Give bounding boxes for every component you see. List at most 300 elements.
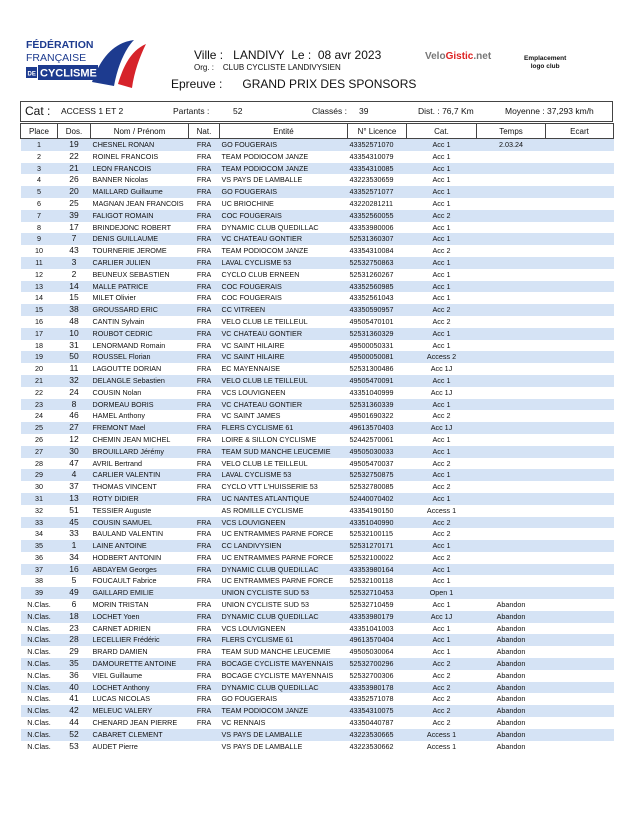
nat-cell <box>189 587 220 599</box>
nat-cell: FRA <box>189 281 220 293</box>
table-row <box>21 316 614 328</box>
nat-cell: FRA <box>196 623 212 633</box>
entity-cell: DYNAMIC CLUB QUEDILLAC <box>220 611 348 623</box>
cat-cell: Acc 1 <box>407 186 477 198</box>
cat-cell: Acc 1 <box>407 469 477 481</box>
time-cell: Abandon <box>477 729 546 741</box>
entity-cell: CYCLO CLUB ERNEEN <box>221 269 300 279</box>
dossard-cell: 8 <box>58 399 91 411</box>
table-row <box>21 328 614 340</box>
cat-cell: Access 2 <box>407 351 477 363</box>
name-cell: LECELLIER Frédéric <box>91 634 189 646</box>
nat-cell: FRA <box>189 564 220 576</box>
gap-cell <box>546 623 614 635</box>
gap-cell <box>546 422 614 434</box>
entity-cell: CYCLO VTT L'HUISSERIE 53 <box>221 482 318 492</box>
nat-cell: FRA <box>196 600 212 610</box>
dossard-cell: 48 <box>69 315 79 326</box>
nat-cell: FRA <box>196 458 212 468</box>
dossard-cell: 39 <box>58 210 91 222</box>
table-row <box>21 599 614 611</box>
category-bar <box>20 101 613 122</box>
time-cell <box>477 363 546 375</box>
gap-cell <box>546 540 614 552</box>
time-cell <box>477 340 546 352</box>
time-cell: Abandon <box>496 718 526 728</box>
dossard-cell: 26 <box>69 174 79 185</box>
place-cell: N.Clas. <box>27 600 51 610</box>
gap-cell <box>546 599 614 611</box>
entity-cell: VS PAYS DE LAMBALLE <box>221 175 303 185</box>
entity-cell: VC CHATEAU GONTIER <box>220 233 348 245</box>
entity-cell: TEAM SUD MANCHE LEUCEMIE <box>221 647 331 657</box>
name-cell: BEUNEUX SEBASTIEN <box>92 269 170 279</box>
table-row <box>21 257 614 269</box>
time-cell: 2.03.24 <box>477 139 546 151</box>
nat-cell: FRA <box>196 647 212 657</box>
nat-cell: FRA <box>196 293 212 303</box>
licence-cell: 49505030033 <box>348 446 407 458</box>
logo-club-line1: Emplacement <box>524 55 567 62</box>
nat-cell: FRA <box>196 482 212 492</box>
name-cell: DENIS GUILLAUME <box>91 233 189 245</box>
entity-cell: VELO CLUB LE TEILLEUL <box>220 375 348 387</box>
entity-cell: TEAM PODIOCOM JANZE <box>221 246 309 256</box>
place-cell: 24 <box>35 411 43 421</box>
brand-part-a: Velo <box>425 51 446 62</box>
entity-cell: TEAM PODIOCOM JANZE <box>221 151 309 161</box>
table-row <box>21 517 614 529</box>
cat-cell: Acc 2 <box>432 552 451 562</box>
gap-cell <box>546 304 614 316</box>
licence-cell: 52532700306 <box>349 670 394 680</box>
classes-value: 39 <box>359 106 369 116</box>
gap-cell <box>546 717 614 729</box>
table-row <box>21 493 614 505</box>
dossard-cell: 7 <box>58 233 91 245</box>
time-cell <box>477 233 546 245</box>
entity-cell: VC CHATEAU GONTIER <box>220 328 348 340</box>
name-cell: HAMEL Anthony <box>92 411 145 421</box>
table-row <box>21 575 614 587</box>
name-cell: BRINDEJONC ROBERT <box>92 222 172 232</box>
time-cell <box>477 410 546 422</box>
table-row <box>21 245 614 257</box>
licence-cell: 43353980006 <box>349 222 394 232</box>
name-cell: LOCHET Yoen <box>91 611 189 623</box>
gap-cell <box>546 245 614 257</box>
table-row <box>21 634 614 646</box>
moyenne-label: Moyenne : <box>505 106 545 116</box>
name-cell: GAILLARD EMILIE <box>91 587 189 599</box>
place-cell: 5 <box>21 186 58 198</box>
place-cell: 26 <box>35 434 43 444</box>
place-cell: 28 <box>35 458 43 468</box>
time-cell: Abandon <box>477 611 546 623</box>
nat-cell: FRA <box>189 422 220 434</box>
cat-cell: Acc 1J <box>430 387 453 397</box>
time-cell <box>477 481 546 493</box>
column-header: Temps <box>477 124 546 139</box>
entity-cell: VCS LOUVIGNEEN <box>221 387 286 397</box>
licence-cell: 43352560055 <box>348 210 407 222</box>
name-cell: MORIN TRISTAN <box>92 600 149 610</box>
nat-cell: FRA <box>189 139 220 151</box>
cat-cell: Acc 2 <box>407 658 477 670</box>
licence-cell: 43352571070 <box>348 139 407 151</box>
gap-cell <box>546 328 614 340</box>
dossard-cell: 44 <box>69 717 79 728</box>
table-header-row <box>21 124 614 139</box>
nat-cell: FRA <box>189 517 220 529</box>
nat-cell: FRA <box>196 269 212 279</box>
table-row <box>21 434 614 446</box>
logo-line3: CYCLISME <box>40 67 97 80</box>
nat-cell: FRA <box>196 576 212 586</box>
table-row <box>21 528 614 540</box>
nat-cell: FRA <box>189 399 220 411</box>
gap-cell <box>546 351 614 363</box>
gap-cell <box>546 198 614 210</box>
epreuve-value: GRAND PRIX DES SPONSORS <box>242 77 417 91</box>
cat-cell: Acc 2 <box>407 682 477 694</box>
gap-cell <box>546 505 614 517</box>
dossard-cell: 12 <box>69 433 79 444</box>
table-row <box>21 269 614 281</box>
entity-cell: VCS LOUVIGNEEN <box>221 623 286 633</box>
name-cell: MELEUC VALERY <box>91 705 189 717</box>
dossard-cell: 16 <box>58 564 91 576</box>
licence-cell: 52532100115 <box>349 529 393 539</box>
licence-cell: 43354310084 <box>349 246 394 256</box>
licence-cell: 52532750875 <box>348 469 407 481</box>
licence-cell: 43350440787 <box>349 718 394 728</box>
entity-cell: COC FOUGERAIS <box>220 281 348 293</box>
cat-cell: Acc 1 <box>432 600 451 610</box>
dossard-cell: 23 <box>69 622 79 633</box>
nat-cell: FRA <box>196 222 212 232</box>
time-cell: Abandon <box>477 634 546 646</box>
name-cell: CABARET CLEMENT <box>91 729 189 741</box>
place-cell: 7 <box>21 210 58 222</box>
time-cell: Abandon <box>496 670 526 680</box>
table-row <box>21 505 614 517</box>
licence-cell: 49613570404 <box>348 634 407 646</box>
entity-cell: BOCAGE CYCLISTE MAYENNAIS <box>220 658 348 670</box>
licence-cell: 43351040999 <box>349 387 394 397</box>
entity-cell: VCS LOUVIGNEEN <box>220 517 348 529</box>
entity-cell: TEAM SUD MANCHE LEUCEMIE <box>220 446 348 458</box>
entity-cell: UC ENTRAMMES PARNE FORCE <box>221 529 334 539</box>
gap-cell <box>546 186 614 198</box>
entity-cell: DYNAMIC CLUB QUEDILLAC <box>220 682 348 694</box>
dossard-cell: 32 <box>58 375 91 387</box>
cat-cell: Access 1 <box>407 729 477 741</box>
nat-cell: FRA <box>189 328 220 340</box>
licence-cell: 52532780085 <box>349 482 394 492</box>
licence-cell: 52532750863 <box>348 257 407 269</box>
time-cell <box>477 210 546 222</box>
nat-cell: FRA <box>196 246 212 256</box>
licence-cell: 43223530659 <box>349 175 394 185</box>
gap-cell <box>546 375 614 387</box>
place-cell: 37 <box>21 564 58 576</box>
time-cell <box>477 528 546 540</box>
gap-cell <box>546 682 614 694</box>
entity-cell: UC NANTES ATLANTIQUE <box>220 493 348 505</box>
entity-cell: FLERS CYCLISME 61 <box>220 422 348 434</box>
licence-cell: 49500050081 <box>348 351 407 363</box>
dossard-cell: 31 <box>69 339 79 350</box>
nat-cell: FRA <box>189 375 220 387</box>
table-row <box>21 174 614 186</box>
nat-cell: FRA <box>189 210 220 222</box>
dossard-cell: 36 <box>69 669 79 680</box>
place-cell: 16 <box>35 316 43 326</box>
entity-cell: FLERS CYCLISME 61 <box>220 634 348 646</box>
gap-cell <box>546 340 614 352</box>
table-row <box>21 304 614 316</box>
dossard-cell: 41 <box>69 693 79 704</box>
dossard-cell: 17 <box>69 221 79 232</box>
table-row <box>21 729 614 741</box>
nat-cell: FRA <box>196 316 212 326</box>
dossard-cell: 4 <box>58 469 91 481</box>
gap-cell <box>546 741 614 753</box>
nat-cell: FRA <box>189 469 220 481</box>
place-cell: 17 <box>21 328 58 340</box>
name-cell: ROUSSEL Florian <box>91 351 189 363</box>
cat-cell: Acc 2 <box>432 529 451 539</box>
nat-cell: FRA <box>196 198 212 208</box>
licence-cell: 43223530665 <box>348 729 407 741</box>
gap-cell <box>546 587 614 599</box>
gap-cell <box>546 316 614 328</box>
name-cell: VIEL Guillaume <box>92 670 143 680</box>
licence-cell: 52531260267 <box>349 269 394 279</box>
time-cell: Abandon <box>477 705 546 717</box>
dossard-cell: 27 <box>58 422 91 434</box>
time-cell <box>477 198 546 210</box>
licence-cell: 52531360329 <box>348 328 407 340</box>
cat-cell: Acc 1 <box>432 340 451 350</box>
place-cell: 27 <box>21 446 58 458</box>
name-cell: FREMONT Mael <box>91 422 189 434</box>
time-cell <box>477 587 546 599</box>
ffc-logo-graphic <box>22 34 150 96</box>
dossard-cell: 37 <box>69 481 79 492</box>
place-cell: 36 <box>35 552 43 562</box>
table-row <box>21 186 614 198</box>
nat-cell <box>189 505 220 517</box>
entity-cell: GO FOUGERAIS <box>220 186 348 198</box>
licence-cell: 49500050331 <box>349 340 394 350</box>
time-cell: Abandon <box>496 623 526 633</box>
cat-cell: Acc 1 <box>407 328 477 340</box>
name-cell: GROUSSARD ERIC <box>91 304 189 316</box>
name-cell: HODBERT ANTONIN <box>92 552 162 562</box>
dossard-cell: 13 <box>58 493 91 505</box>
place-cell: N.Clas. <box>21 729 58 741</box>
table-row <box>21 222 614 234</box>
place-cell: N.Clas. <box>27 647 51 657</box>
entity-cell: AS ROMILLE CYCLISME <box>221 505 304 515</box>
time-cell <box>477 316 546 328</box>
date-value: 08 avr 2023 <box>317 48 382 62</box>
licence-cell: 43352571077 <box>348 186 407 198</box>
licence-cell: 43351040990 <box>348 517 407 529</box>
licence-cell: 43352560985 <box>348 281 407 293</box>
cat-cell: Acc 1 <box>407 446 477 458</box>
results-body <box>21 139 614 753</box>
dossard-cell: 42 <box>58 705 91 717</box>
nat-cell: FRA <box>196 387 212 397</box>
dossard-cell: 11 <box>69 363 79 374</box>
cat-cell: Acc 2 <box>432 694 451 704</box>
place-cell: 31 <box>21 493 58 505</box>
place-cell: N.Clas. <box>27 694 51 704</box>
cat-cell: Acc 1 <box>432 293 451 303</box>
table-row <box>21 233 614 245</box>
org-value: CLUB CYCLISTE LANDIVYSIEN <box>222 63 341 72</box>
name-cell: DELANGLE Sebastien <box>91 375 189 387</box>
cat-cell: Acc 1J <box>407 611 477 623</box>
time-cell <box>477 387 546 399</box>
licence-cell: 43223530662 <box>349 741 394 751</box>
place-cell: 19 <box>21 351 58 363</box>
nat-cell: FRA <box>196 175 212 185</box>
entity-cell: VS PAYS DE LAMBALLE <box>221 741 303 751</box>
logo-club-line2: logo club <box>530 63 560 70</box>
entity-cell: VC SAINT HILAIRE <box>220 351 348 363</box>
time-cell <box>477 257 546 269</box>
time-cell <box>477 292 546 304</box>
column-header: N° Licence <box>348 124 407 139</box>
licence-cell: 43353980179 <box>348 611 407 623</box>
place-cell: N.Clas. <box>21 658 58 670</box>
dossard-cell: 5 <box>71 575 77 586</box>
entity-cell: DYNAMIC CLUB QUEDILLAC <box>221 222 319 232</box>
table-row <box>21 410 614 422</box>
licence-cell: 52532710453 <box>348 587 407 599</box>
entity-cell: COC FOUGERAIS <box>221 293 282 303</box>
results-table <box>20 123 614 752</box>
entity-cell: DYNAMIC CLUB QUEDILLAC <box>220 564 348 576</box>
licence-cell: 43353980164 <box>348 564 407 576</box>
name-cell: TESSIER Auguste <box>92 505 152 515</box>
table-row <box>21 363 614 375</box>
place-cell: 12 <box>35 269 43 279</box>
entity-cell: VC RENNAIS <box>221 718 266 728</box>
table-row <box>21 717 614 729</box>
name-cell: MAILLARD Guillaume <box>91 186 189 198</box>
licence-cell: 43350590957 <box>348 304 407 316</box>
licence-cell: 43354190150 <box>349 505 394 515</box>
nat-cell <box>189 741 220 753</box>
licence-cell: 49505470037 <box>349 458 394 468</box>
nat-cell: FRA <box>189 351 220 363</box>
nat-cell: FRA <box>189 540 220 552</box>
table-row <box>21 340 614 352</box>
time-cell <box>477 328 546 340</box>
gap-cell <box>546 646 614 658</box>
name-cell: ABDAYEM Georges <box>91 564 189 576</box>
time-cell <box>477 186 546 198</box>
cat-cell: Acc 1 <box>432 175 451 185</box>
cat-cell: Acc 2 <box>407 210 477 222</box>
dossard-cell: 45 <box>58 517 91 529</box>
table-row <box>21 458 614 470</box>
gap-cell <box>546 611 614 623</box>
licence-cell: 52532700296 <box>348 658 407 670</box>
nat-cell: FRA <box>189 446 220 458</box>
licence-cell: 43353980178 <box>348 682 407 694</box>
place-cell: 33 <box>21 517 58 529</box>
table-row <box>21 670 614 682</box>
dossard-cell: 21 <box>58 163 91 175</box>
time-cell <box>477 434 546 446</box>
org-label: Org. : <box>194 63 215 72</box>
entity-cell: VELO CLUB LE TEILLEUL <box>221 458 308 468</box>
cat-cell: Access 1 <box>426 741 457 751</box>
table-row <box>21 741 614 753</box>
place-cell: 22 <box>35 387 43 397</box>
dossard-cell: 10 <box>58 328 91 340</box>
time-cell <box>477 151 546 163</box>
name-cell: COUSIN Nolan <box>92 387 142 397</box>
dossard-cell: 52 <box>58 729 91 741</box>
name-cell: CANTIN Sylvain <box>92 316 145 326</box>
place-cell: 1 <box>21 139 58 151</box>
cat-cell: Acc 1 <box>407 375 477 387</box>
name-cell: CARLIER VALENTIN <box>91 469 189 481</box>
place-cell: N.Clas. <box>21 682 58 694</box>
entity-cell: BOCAGE CYCLISTE MAYENNAIS <box>221 670 334 680</box>
cat-cell: Acc 1 <box>407 163 477 175</box>
brand-part-b: Gistic <box>445 51 474 62</box>
cat-cell: Acc 1 <box>407 257 477 269</box>
name-cell: FOUCAULT Fabrice <box>92 576 157 586</box>
cat-cell: Acc 2 <box>432 246 451 256</box>
cat-value: ACCESS 1 ET 2 <box>61 106 124 116</box>
name-cell: ROTY DIDIER <box>91 493 189 505</box>
gap-cell <box>546 233 614 245</box>
name-cell: FALIGOT ROMAIN <box>91 210 189 222</box>
gap-cell <box>546 139 614 151</box>
licence-cell: 43352561043 <box>349 293 394 303</box>
licence-cell: 43354310085 <box>348 163 407 175</box>
dossard-cell: 51 <box>69 504 79 515</box>
dossard-cell: 40 <box>58 682 91 694</box>
entity-cell: VS PAYS DE LAMBALLE <box>220 729 348 741</box>
place-cell: N.Clas. <box>27 741 51 751</box>
nat-cell: FRA <box>189 611 220 623</box>
cat-cell: Acc 1 <box>407 540 477 552</box>
gap-cell <box>546 493 614 505</box>
nat-cell: FRA <box>196 340 212 350</box>
licence-cell: 52531360307 <box>348 233 407 245</box>
dossard-cell: 43 <box>69 245 79 256</box>
column-header: Cat. <box>407 124 477 139</box>
gap-cell <box>546 564 614 576</box>
dossard-cell: 18 <box>58 611 91 623</box>
table-row <box>21 469 614 481</box>
time-cell: Abandon <box>477 682 546 694</box>
gap-cell <box>546 210 614 222</box>
time-cell <box>477 458 546 470</box>
cat-cell: Acc 1 <box>432 222 451 232</box>
cat-cell: Acc 2 <box>432 482 451 492</box>
